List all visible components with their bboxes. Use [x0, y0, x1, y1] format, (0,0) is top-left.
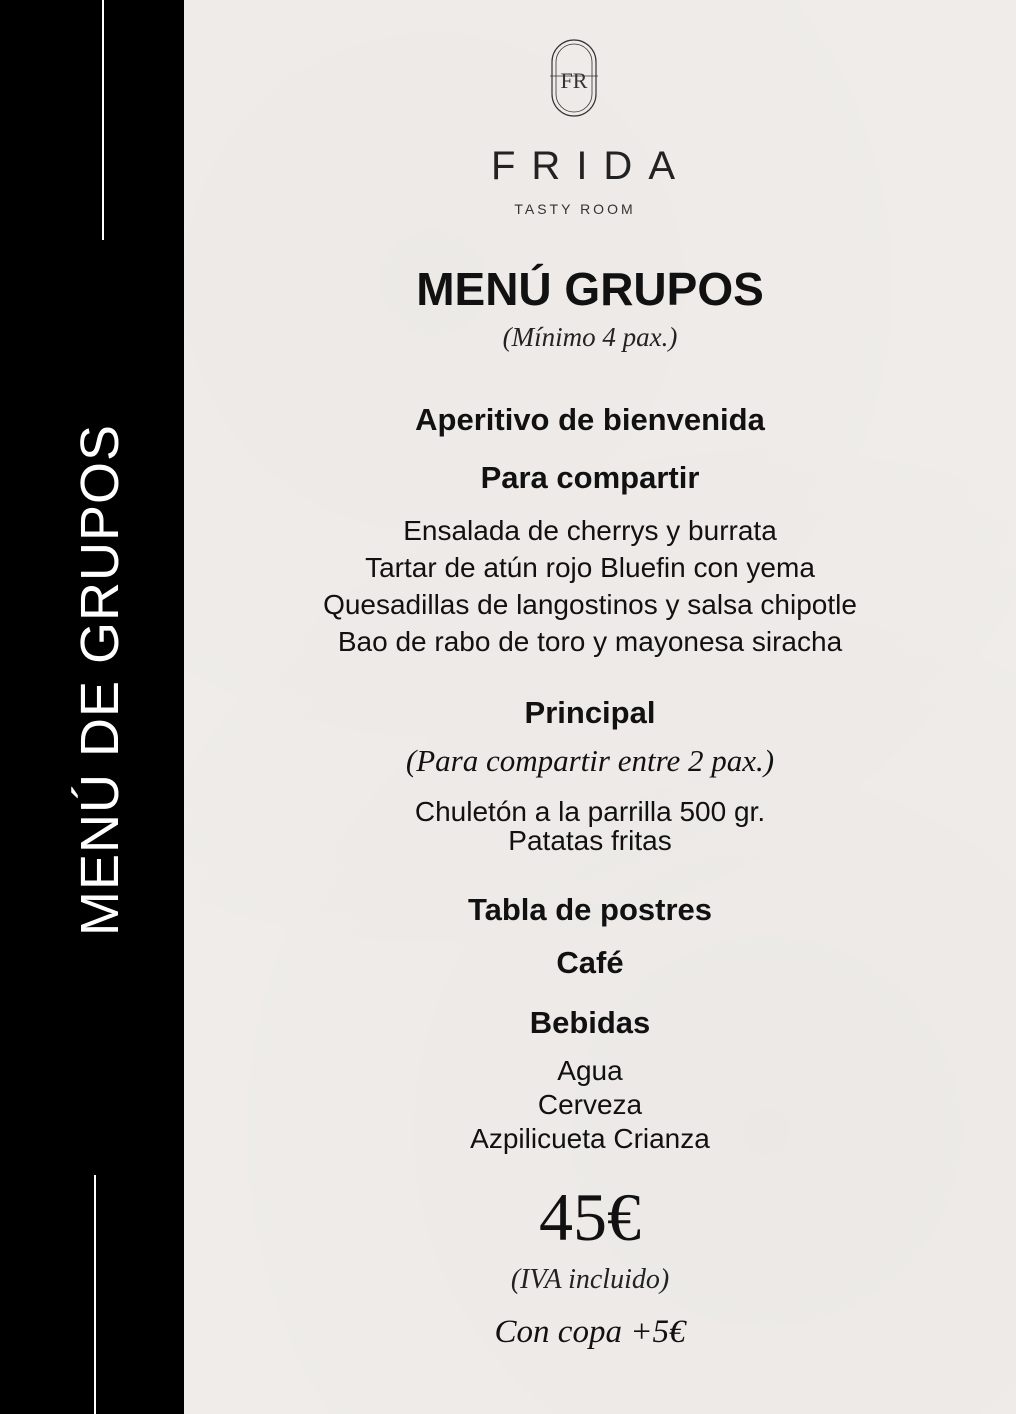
drinks-heading: Bebidas	[529, 1005, 651, 1040]
main-item: Patatas fritas	[508, 825, 672, 856]
sidebar-vertical-title: MENÚ DE GRUPOS	[70, 423, 130, 937]
frida-logo-icon	[550, 38, 598, 118]
tax-note: (IVA incluido)	[510, 1264, 670, 1295]
minimum-note: (Mínimo 4 pax.)	[502, 322, 678, 352]
sidebar-divider-bottom	[94, 1175, 96, 1414]
main-heading: Principal	[524, 695, 656, 730]
dessert-heading: Tabla de postres	[467, 892, 713, 927]
coffee-heading: Café	[556, 945, 624, 980]
sidebar-divider-top	[102, 0, 104, 240]
logo-monogram: FR	[560, 68, 588, 93]
sharing-item: Bao de rabo de toro y mayonesa siracha	[337, 626, 843, 657]
drink-item: Agua	[557, 1055, 623, 1086]
menu-price: 45€	[539, 1179, 641, 1255]
main-item: Chuletón a la parrilla 500 gr.	[414, 796, 766, 827]
main-note: (Para compartir entre 2 pax.)	[405, 743, 775, 778]
drink-item: Cerveza	[537, 1089, 643, 1120]
brand-name: FRIDA	[491, 144, 691, 188]
sharing-item: Tartar de atún rojo Bluefin con yema	[365, 552, 815, 583]
sharing-item: Quesadillas de langostinos y salsa chipotle	[323, 589, 857, 620]
brand-tagline: TASTY ROOM	[514, 201, 636, 217]
drink-item: Azpilicueta Crianza	[470, 1123, 710, 1154]
extra-drink-note: Con copa +5€	[494, 1314, 686, 1350]
sharing-item: Ensalada de cherrys y burrata	[403, 515, 777, 546]
sharing-heading: Para compartir	[480, 460, 700, 495]
sidebar-band	[0, 0, 184, 1414]
menu-title: MENÚ GRUPOS	[416, 263, 764, 315]
welcome-heading: Aperitivo de bienvenida	[415, 402, 765, 437]
